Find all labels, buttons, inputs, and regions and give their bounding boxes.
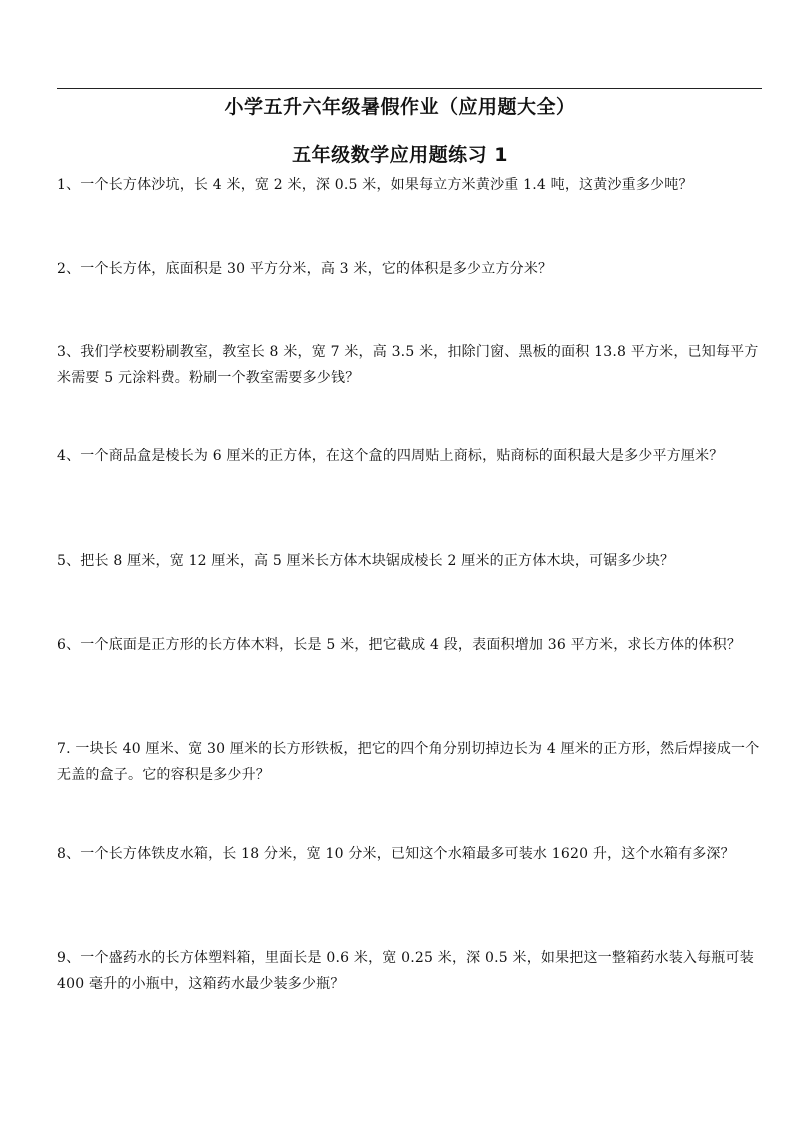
question-2: 2、一个长方体，底面积是 30 平方分米，高 3 米，它的体积是多少立方分米？ [57, 261, 553, 277]
page-title: 小学五升六年级暑假作业（应用题大全） [224, 96, 576, 118]
section-title: 五年级数学应用题练习 1 [292, 144, 508, 166]
question-9: 9、一个盛药水的长方体塑料箱，里面长是 0.6 米，宽 0.25 米，深 0.5 米，如果把这一整箱药水装入每瓶可装 400 毫升的小瓶中，这箱药水最少装多少瓶？ [57, 950, 754, 992]
question-3: 3、我们学校要粉刷教室，教室长 8 米，宽 7 米，高 3.5 米，扣除门窗、黑板的面积 13.8 平方米，已知每平方米需要 5 元涂料费。粉刷一个教室需要多少钱？ [57, 344, 759, 386]
question-4: 4、一个商品盒是棱长为 6 厘米的正方体，在这个盒的四周贴上商标，贴商标的面积最大是多少平方厘米？ [57, 448, 724, 464]
question-8: 8、一个长方体铁皮水箱，长 18 分米，宽 10 分米，已知这个水箱最多可装水 1620 升，这个水箱有多深？ [57, 846, 735, 862]
question-7: 7. 一块长 40 厘米、宽 30 厘米的长方形铁板，把它的四个角分别切掉边长为 4 厘米的正方形，然后焊接成一个无盖的盒子。它的容积是多少升？ [57, 741, 760, 783]
header-rule [57, 88, 762, 89]
question-1: 1、一个长方体沙坑，长 4 米，宽 2 米，深 0.5 米，如果每立方米黄沙重 1.4 吨，这黄沙重多少吨？ [57, 177, 693, 193]
question-6: 6、一个底面是正方形的长方体木料，长是 5 米，把它截成 4 段，表面积增加 36 平方米，求长方体的体积？ [57, 637, 742, 653]
question-5: 5、把长 8 厘米，宽 12 厘米，高 5 厘米长方体木块锯成棱长 2 厘米的正方体木块，可锯多少块？ [57, 553, 675, 569]
